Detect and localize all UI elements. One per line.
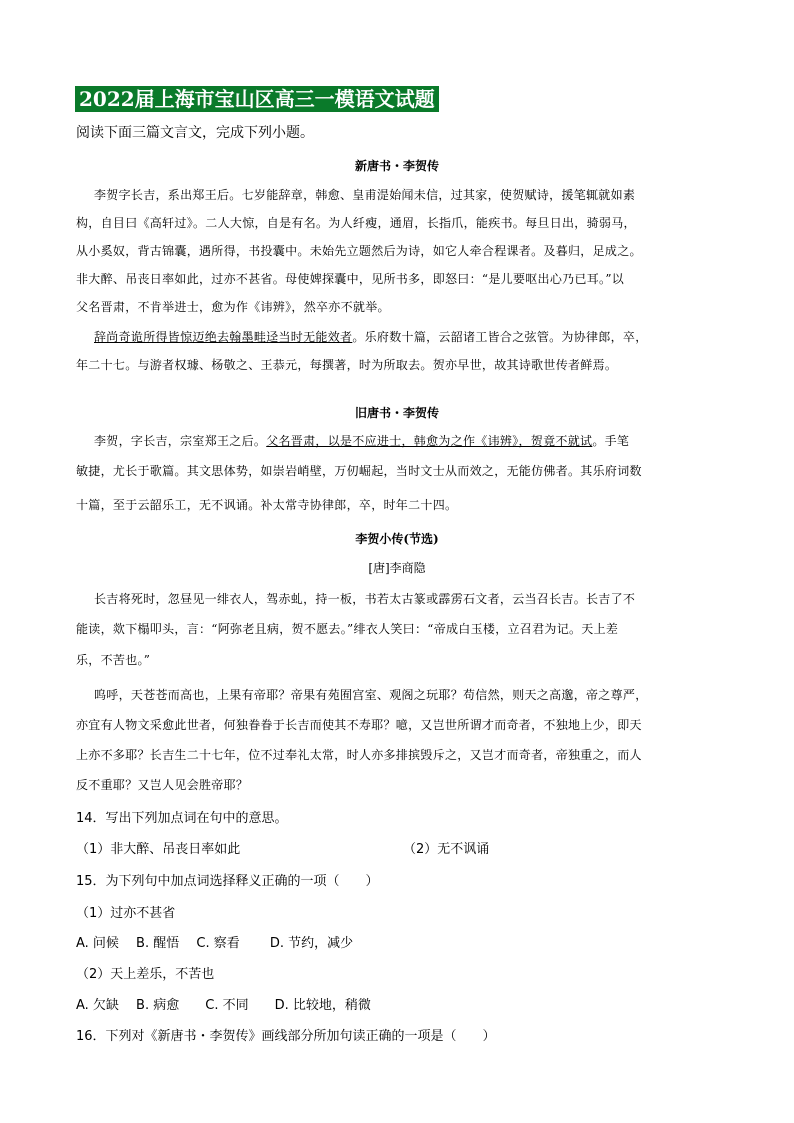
question-14: 14．写出下列加点词在句中的意思。 <box>76 811 288 826</box>
question-14-item-2: （2）无不讽诵 <box>403 842 490 857</box>
text-segment: 。乐府数十篇，云韶诸工皆合之弦管。为协律郎，卒， <box>352 330 648 344</box>
question-15-item-2: （2）天上差乐，不苦也 <box>76 967 215 982</box>
question-16: 16．下列对《新唐书・李贺传》画线部分所加句读正确的一项是（ ） <box>76 1029 496 1044</box>
text3-line: 长吉将死时，忽昼见一绯衣人，驾赤虬，持一板，书若太古篆或霹雳石文者，云当召长吉。长吉了不 <box>94 592 636 606</box>
text1-line <box>94 328 736 346</box>
text1-line: 非大醉、吊丧日率如此，过亦不甚省。母使婢探囊中，见所书多，即怒曰：“是儿要呕出心乃已耳。”以 <box>76 272 625 286</box>
text3-line: 反不重耶？又岂人见会胜帝耶？ <box>76 778 249 792</box>
text2-heading: 旧唐书・李贺传 <box>354 406 439 420</box>
text1-line: 从小奚奴，背古锦囊，遇所得，书投囊中。未始先立题然后为诗，如它人牵合程课者。及暮归，足成之。 <box>76 244 642 258</box>
text3-line: 能读，欻下榻叩头，言：“阿弥老且病，贺不愿去。”绯衣人笑曰：“帝成白玉楼，立召君为记。天上差 <box>76 622 619 636</box>
text3-line: 乐，不苦也。” <box>76 653 151 667</box>
question-15-item-1-options: A. 问候 B. 醒悟 C. 察看 D. 节约，减少 <box>76 936 354 951</box>
page-title: 2022届上海市宝山区高三一模语文试题 <box>75 86 439 112</box>
text3-line: 呜呼，天苍苍而高也，上果有帝耶？帝果有苑囿宫室、观阁之玩耶？苟信然，则天之高邈，帝之尊严， <box>94 688 648 702</box>
text1-line: 李贺字长吉，系出郑王后。七岁能辞章，韩愈、皇甫湜始闻未信，过其家，使贺赋诗，援笔辄就如素 <box>94 188 636 202</box>
underlined-passage: 辞尚奇诡所得皆惊迈绝去翰墨畦迳当时无能效者 <box>94 330 353 344</box>
question-15: 15．为下列句中加点词选择释义正确的一项（ ） <box>76 874 379 889</box>
instructions: 阅读下面三篇文言文，完成下列小题。 <box>76 125 314 141</box>
question-15-item-2-options: A. 欠缺 B. 病愈 C. 不同 D. 比较地，稍微 <box>76 998 371 1013</box>
text3-heading: 李贺小传(节选) <box>355 532 439 546</box>
question-15-item-1: （1）过亦不甚省 <box>76 906 176 921</box>
text1-line: 父名晋肃，不肯举进士，愈为作《讳辨》，然卒亦不就举。 <box>76 300 390 314</box>
text-segment: 。手笔 <box>592 434 630 448</box>
text1-line: 构，自目曰《高轩过》。二人大惊，自是有名。为人纤瘦，通眉，长指爪，能疾书。每旦日出，骑弱马， <box>76 216 636 230</box>
text1-line: 年二十七。与游者权璩、杨敬之、王恭元，每撰著，时为所取去。贺亦早世，故其诗歌世传者鲜焉。 <box>76 358 618 372</box>
text2-line <box>94 432 736 450</box>
text2-line: 十篇，至于云韶乐工，无不讽诵。补太常寺协律郎，卒，时年二十四。 <box>76 498 458 512</box>
text1-heading: 新唐书・李贺传 <box>354 159 439 173</box>
question-14-item-1: （1）非大醉、吊丧日率如此 <box>76 842 241 857</box>
underlined-passage: 父名晋肃，以是不应进士，韩愈为之作《讳辨》，贺竟不就试 <box>266 434 593 448</box>
text3-line: 上亦不多耶？长吉生二十七年，位不过奉礼太常，时人亦多排摈毁斥之，又岂才而奇者，帝独重之，而人 <box>76 748 642 762</box>
text3-line: 亦宜有人物文采愈此世者，何独眷眷于长吉而使其不寿耶？噫，又岂世所谓才而奇者，不独地上少，即天 <box>76 718 642 732</box>
text2-line: 敏捷，尤长于歌篇。其文思体势，如崇岩峭壁，万仞崛起，当时文士从而效之，无能仿佛者。其乐府词数 <box>76 464 642 478</box>
text-segment: 李贺，字长吉，宗室郑王之后。 <box>94 434 267 448</box>
text3-author: [唐]李商隐 <box>368 561 426 575</box>
